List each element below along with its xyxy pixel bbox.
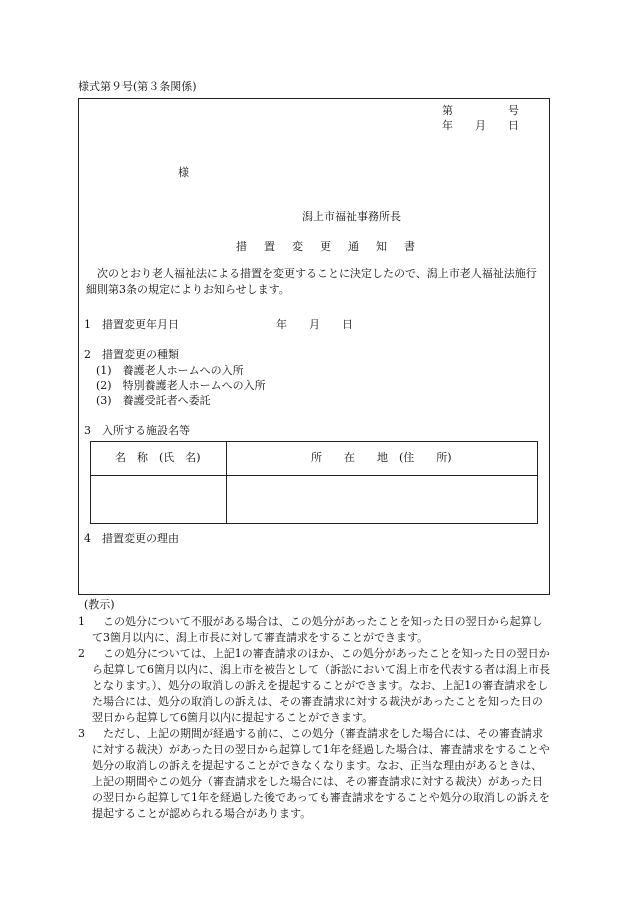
reference-number: 第 号 (442, 104, 519, 117)
document-title: 措 置 変 更 通 知 書 (236, 240, 418, 253)
item2-option-2: (2) 特別養護老人ホームへの入所 (96, 379, 266, 392)
issuer-name: 潟上市福祉事務所長 (302, 210, 401, 223)
addressee-label: 様 (178, 166, 189, 179)
item2-option-3: (3) 養護受託者へ委託 (96, 394, 211, 407)
notice-item-text: この処分について不服がある場合は、この処分があったことを知った日の翌日から起算して3箇月以内に、潟上市長に対して審査請求をすることができます。 (92, 615, 543, 644)
notice-list (78, 614, 552, 822)
table-cell-name[interactable] (91, 476, 226, 524)
item3-label: 3 入所する施設名等 (84, 424, 190, 437)
notice-item-text: この処分については、上記1の審査請求のほか、この処分があったことを知った日の翌日から起算して6箇月以内に、潟上市を被告として（訴訟において潟上市を代表する者は潟上市長となります。）、処分の取消しの訴えを提起することができます。なお、上記1の審査請求をした場合には、処分の取消しの訴えは、その審査請求に対する裁決があったことを知った日の翌日から起算して6箇月以内に提起することができます。 (92, 647, 550, 724)
intro-text: 次のとおり老人福祉法による措置を変更することに決定したので、潟上市老人福祉法施行細則第3条の規定によりお知らせします。 (86, 267, 537, 296)
item1-label: 1 措置変更年月日 (84, 318, 179, 331)
item4-label: 4 措置変更の理由 (84, 532, 179, 545)
item2-label: 2 措置変更の種類 (84, 348, 179, 361)
table-header-name: 名 称 (氏 名) (115, 451, 201, 464)
notice-item (78, 614, 552, 646)
notice-heading: (教示) (84, 598, 115, 611)
notice-item (78, 726, 552, 822)
notice-item (78, 646, 552, 726)
item2-option-1: (1) 養護老人ホームへの入所 (96, 364, 244, 377)
table-cell-address[interactable] (227, 476, 537, 524)
notice-item-number: 3 (78, 727, 85, 740)
table-header-address: 所 在 地 (住 所) (311, 451, 452, 464)
facility-table (90, 441, 538, 524)
notice-item-number: 2 (78, 647, 85, 660)
item1-date: 年 月 日 (276, 318, 353, 331)
notice-item-text: ただし、上記の期間が経過する前に、この処分（審査請求をした場合には、その審査請求に対する裁決）があった日の翌日から起算して1年を経過した場合は、審査請求をすることや処分の取消しの訴えを提起することができなくなります。なお、正当な理由があるときは、上記の期間やこの処分（審査請求をした場合には、その審査請求に対する裁決）があった日の翌日から起算して1年を経過した後であっても審査請求をすることや処分の取消しの訴えを提起することが認められる場合があります。 (92, 727, 550, 820)
reference-date: 年 月 日 (442, 119, 519, 132)
form-number: 様式第９号(第３条関係) (78, 80, 197, 93)
notice-item-number: 1 (78, 615, 85, 628)
